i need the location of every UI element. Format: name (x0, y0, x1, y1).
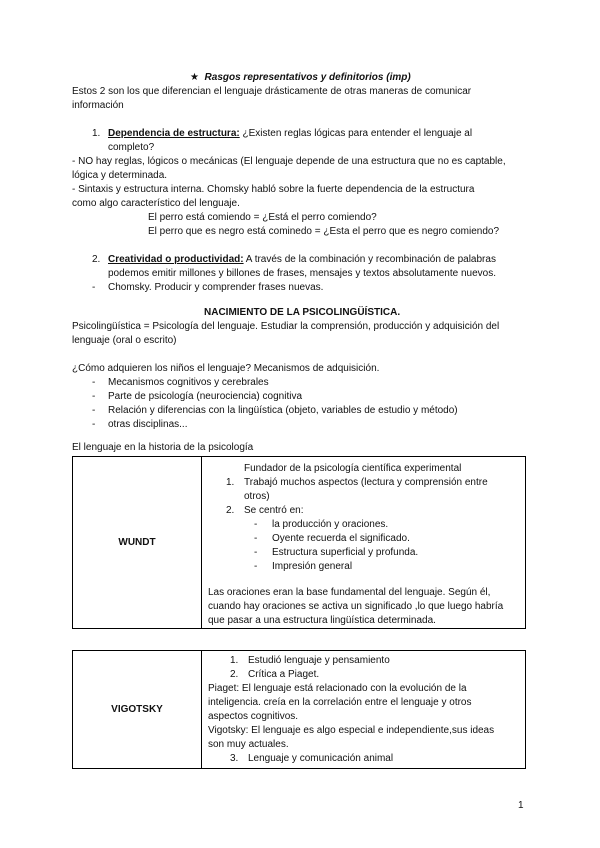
vigotsky-name: VIGOTSKY (111, 703, 163, 715)
section-heading: NACIMIENTO DE LA PSICOLINGÜÍSTICA. (204, 307, 401, 318)
item2-text: A través de la combinación y recombinación de palabras (243, 254, 496, 265)
vigotsky-item-2: Crítica a Piaget. (248, 669, 320, 680)
history-label: El lenguaje en la historia de la psicología (72, 442, 254, 453)
section-def-line-1: Psicolingüística = Psicología del lenguaje. Estudiar la comprensión, producción y adquisición del (72, 321, 500, 332)
vigotsky-num-2: 2. (230, 669, 239, 680)
note-line-1: - NO hay reglas, lógicos o mecánicas (El lenguaje depende de una estructura que no es captable, (72, 156, 506, 167)
item2-number: 2. (92, 254, 101, 265)
vigotsky-num-1: 1. (230, 655, 239, 666)
wundt-name-cell (73, 457, 202, 629)
title-text: Rasgos representativos y definitorios (imp) (204, 72, 411, 83)
vigotsky-line-2: inteligencia. creía en la correlación entre el lenguaje y otros (208, 697, 472, 708)
intro-line-2: información (72, 100, 124, 111)
example-2: El perro que es negro está cominedo = ¿Esta el perro que es negro comiendo? (148, 226, 500, 237)
wundt-sub-3: Estructura superficial y profunda. (272, 547, 419, 558)
section-question: ¿Cómo adquieren los niños el lenguaje? Mecanismos de adquisición. (72, 363, 380, 374)
note-line-4: como algo característico del lenguaje. (72, 198, 240, 209)
wundt-sub-1: la producción y oraciones. (272, 519, 389, 530)
wundt-heading: Fundador de la psicología científica experimental (244, 463, 462, 474)
bullet-2: Parte de psicología (neurociencia) cognitiva (108, 391, 302, 402)
wundt-item-2: Se centró en: (244, 505, 304, 516)
bullet-4: otras disciplinas... (108, 419, 188, 430)
item1-text: ¿Existen reglas lógicas para entender el lenguaje al (239, 128, 473, 139)
vigotsky-num-3: 3. (230, 753, 239, 764)
vigotsky-line-3: aspectos cognitivos. (208, 711, 299, 722)
wundt-sub-4: Impresión general (272, 561, 353, 572)
bullet-dash: - (92, 405, 96, 416)
wundt-sub-dash: - (254, 547, 258, 558)
bullet-dash: - (92, 377, 96, 388)
section-def-line-2: lenguaje (oral o escrito) (72, 335, 177, 346)
vigotsky-name-cell (73, 651, 202, 769)
wundt-num-1: 1. (226, 477, 235, 488)
vigotsky-line-4: Vigotsky: El lenguaje es algo especial e independiente,sus ideas (208, 725, 495, 736)
star-icon: ★ (190, 72, 199, 83)
item2-line-2: podemos emitir millones y billones de frases, mensajes y textos absolutamente nuevos. (108, 268, 496, 279)
wundt-sub-dash: - (254, 533, 258, 544)
item1-line-2: completo? (108, 142, 155, 153)
example-1: El perro está comiendo = ¿Está el perro comiendo? (148, 212, 377, 223)
wundt-content-cell (202, 457, 526, 629)
wundt-item-1b: otros) (244, 491, 270, 502)
item2-bullet-text: Chomsky. Producir y comprender frases nuevas. (108, 282, 324, 293)
page-title (190, 71, 411, 85)
wundt-num-2: 2. (226, 505, 235, 516)
bullet-3: Relación y diferencias con la lingüística (objeto, variables de estudio y método) (108, 405, 458, 416)
page-number: 1 (518, 800, 524, 811)
item1-number: 1. (92, 128, 101, 139)
note-line-3: - Sintaxis y estructura interna. Chomsky habló sobre la fuerte dependencia de la estructura (72, 184, 475, 195)
wundt-para-2: cuando hay oraciones se activa un significado ,lo que luego habría (208, 601, 504, 612)
vigotsky-content-cell (202, 651, 526, 769)
vigotsky-item-3: Lenguaje y comunicación animal (248, 753, 394, 764)
item1-label: Dependencia de estructura: (108, 128, 240, 139)
wundt-item-1a: Trabajó muchos aspectos (lectura y comprensión entre (244, 477, 488, 488)
item1-line-1 (108, 127, 472, 141)
vigotsky-table (72, 650, 526, 769)
wundt-para-3: que pasar a una estructura lingüística determinada. (208, 615, 436, 626)
item2-label: Creatividad o productividad: (108, 254, 244, 265)
vigotsky-item-1: Estudió lenguaje y pensamiento (248, 655, 390, 666)
item2-line-1 (108, 253, 496, 267)
wundt-sub-dash: - (254, 519, 258, 530)
note-line-2: lógica y determinada. (72, 170, 168, 181)
bullet-dash: - (92, 391, 96, 402)
bullet-dash: - (92, 419, 96, 430)
wundt-para-1: Las oraciones eran la base fundamental del lenguaje. Según él, (208, 587, 491, 598)
bullet-1: Mecanismos cognitivos y cerebrales (108, 377, 269, 388)
intro-line-1: Estos 2 son los que diferencian el lenguaje drásticamente de otras maneras de comunicar (72, 86, 472, 97)
vigotsky-line-5: son muy actuales. (208, 739, 289, 750)
wundt-name: WUNDT (118, 536, 156, 548)
wundt-sub-dash: - (254, 561, 258, 572)
wundt-sub-2: Oyente recuerda el significado. (272, 533, 410, 544)
wundt-table (72, 456, 526, 629)
vigotsky-line-1: Piaget: El lenguaje está relacionado con la evolución de la (208, 683, 467, 694)
item2-bullet-dash: - (92, 282, 96, 293)
